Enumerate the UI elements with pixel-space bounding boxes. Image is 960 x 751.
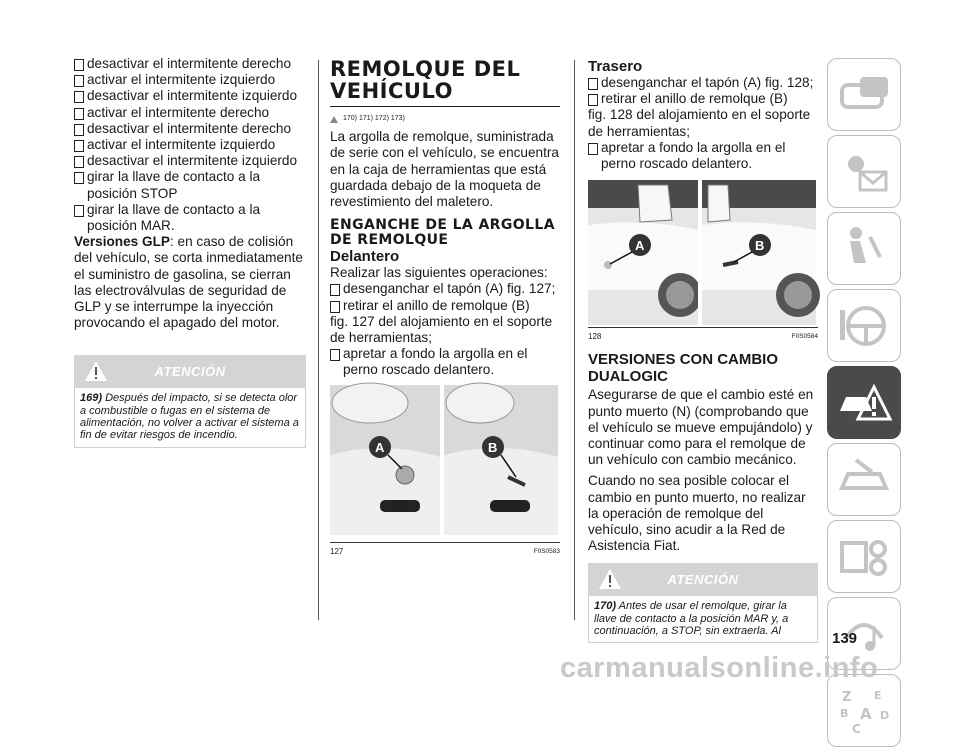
warning-header [74, 355, 306, 388]
warning-triangle-icon [84, 360, 108, 382]
list-item: desenganchar el tapón (A) fig. 127; [330, 281, 560, 297]
warning-title: ATENCIÓN [154, 363, 226, 379]
figure-code: F0S0583 [533, 547, 560, 555]
warning-refs [330, 111, 560, 127]
warning-refs-text: 170) 171) 172) 173) [343, 115, 405, 122]
list-item: activar el intermitente izquierdo [74, 72, 306, 88]
warning-text: Después del impacto, si se detecta olor a combustible o fugas en el sistema de alimentación, no volver a activar el sistema a fin de evitar riesgos de incendio. [80, 392, 299, 442]
rear-mid-text: fig. 128 del alojamiento en el soporte de herramientas; [588, 107, 811, 139]
dualogic-title: VERSIONES CON CAMBIO DUALOGIC [588, 351, 779, 386]
list-item: activar el intermitente derecho [74, 105, 306, 121]
dualogic-paragraph-1: Asegurarse de que el cambio esté en punto muerto (N) (comprobando que el vehículo se mueve empujándolo) y continuar como para el remolque de un vehículo con cambio mecánico. [588, 387, 814, 468]
section-title: REMOLQUE DEL VEHÍCULO [330, 57, 521, 103]
tab-technical[interactable] [827, 520, 901, 593]
dualogic-paragraph-2: Cuando no sea posible colocar el cambio en punto muerto, no realizar la operación de remolque del vehículo, sino acudir a la Red de Asistencia Fiat. [588, 473, 806, 554]
tab-driving[interactable] [827, 289, 901, 362]
figure-label-b: B [755, 238, 765, 254]
warning-header [588, 563, 818, 596]
list-item: desactivar el intermitente derecho [74, 121, 306, 137]
gpl-paragraph [74, 234, 306, 331]
page-number: 139 [832, 630, 858, 647]
index-letter: A [860, 704, 872, 723]
list-item: retirar el anillo de remolque (B) [330, 298, 560, 314]
maintenance-car-icon [836, 454, 892, 506]
column-divider [318, 60, 319, 620]
index-letter: E [874, 688, 882, 702]
tab-dashboard[interactable] [827, 58, 901, 131]
gpl-text: : en caso de colisión del vehículo, se corta inmediatamente el suministro de gasolina, se cierran las electroválvulas de seguridad de GLP y se interrumpe la inyección provocando el apagado del motor. [74, 234, 303, 331]
figure-number: 128 [588, 332, 602, 342]
watermark: carmanualsonline.info [560, 652, 879, 684]
figure-code: F0S0584 [791, 333, 818, 341]
subsection-title: ENGANCHE DE LA ARGOLLA DE REMOLQUE [330, 217, 555, 249]
list-item: girar la llave de contacto a la posición STOP [74, 169, 306, 201]
tab-emergency[interactable] [827, 366, 901, 439]
figure-number: 127 [330, 546, 344, 556]
index-letter: B [840, 706, 849, 720]
figure-caption [330, 542, 560, 560]
warning-title: ATENCIÓN [667, 571, 739, 587]
front-tow-photo [330, 385, 558, 535]
alphabetical-index-icon [836, 685, 892, 737]
warning-number: 169) [80, 392, 103, 405]
rear-tow-photo [588, 180, 816, 325]
car-dashboard-icon [836, 69, 892, 121]
warning-number: 170) [594, 600, 617, 613]
list-item: desactivar el intermitente izquierdo [74, 153, 306, 169]
list-item: activar el intermitente izquierdo [74, 137, 306, 153]
figure-label-a: A [635, 238, 645, 254]
index-letter: Z [842, 689, 852, 705]
emergency-car-warning-icon [836, 377, 892, 429]
tab-safety[interactable] [827, 212, 901, 285]
warning-box-170 [588, 563, 818, 643]
figure-128 [588, 180, 816, 325]
figure-caption [588, 327, 818, 345]
list-item: desactivar el intermitente derecho [74, 56, 306, 72]
list-item: girar la llave de contacto a la posición MAR. [74, 202, 306, 234]
column-left [74, 56, 306, 448]
front-title: Delantero [330, 248, 400, 266]
warning-triangle-icon [598, 568, 622, 590]
seat-airbag-icon [836, 223, 892, 275]
list-item: retirar el anillo de remolque (B) [588, 91, 818, 107]
tab-lights[interactable] [827, 135, 901, 208]
intro-paragraph: La argolla de remolque, suministrada de serie con el vehículo, se encuentra en la caja de herramientas que está guardada debajo de la moqueta de revestimiento del maletero. [330, 129, 559, 210]
title-rule [330, 106, 560, 107]
list-item: desenganchar el tapón (A) fig. 128; [588, 75, 818, 91]
list-item: apretar a fondo la argolla en el perno roscado delantero. [330, 346, 560, 378]
figure-label-b: B [488, 439, 498, 455]
gpl-lead: Versiones GLP [74, 234, 170, 250]
warning-small-icon [330, 116, 338, 123]
warning-box-169 [74, 355, 306, 447]
warning-body [588, 596, 818, 643]
front-intro: Realizar las siguientes operaciones: [330, 265, 548, 281]
warning-text: Antes de usar el remolque, girar la llave de contacto a la posición MAR y, a continuación, a STOP, sin extraerla. Al [594, 600, 789, 638]
figure-127 [330, 385, 558, 540]
column-divider [574, 60, 575, 620]
tab-maintenance[interactable] [827, 443, 901, 516]
chapter-tabs [827, 58, 901, 751]
technical-gears-icon [836, 531, 892, 583]
index-letter: C [852, 721, 861, 736]
steering-wheel-icon [836, 300, 892, 352]
list-item: apretar a fondo la argolla en el perno roscado delantero. [588, 140, 818, 172]
index-letter: D [880, 708, 890, 722]
warning-body [74, 388, 306, 447]
column-right [588, 58, 818, 643]
rear-title: Trasero [588, 58, 643, 75]
column-middle [330, 58, 560, 560]
figure-label-a: A [375, 439, 385, 455]
lights-envelope-icon [836, 146, 892, 198]
list-item: desactivar el intermitente izquierdo [74, 88, 306, 104]
front-mid-text: fig. 127 del alojamiento en el soporte de herramientas; [330, 313, 553, 346]
